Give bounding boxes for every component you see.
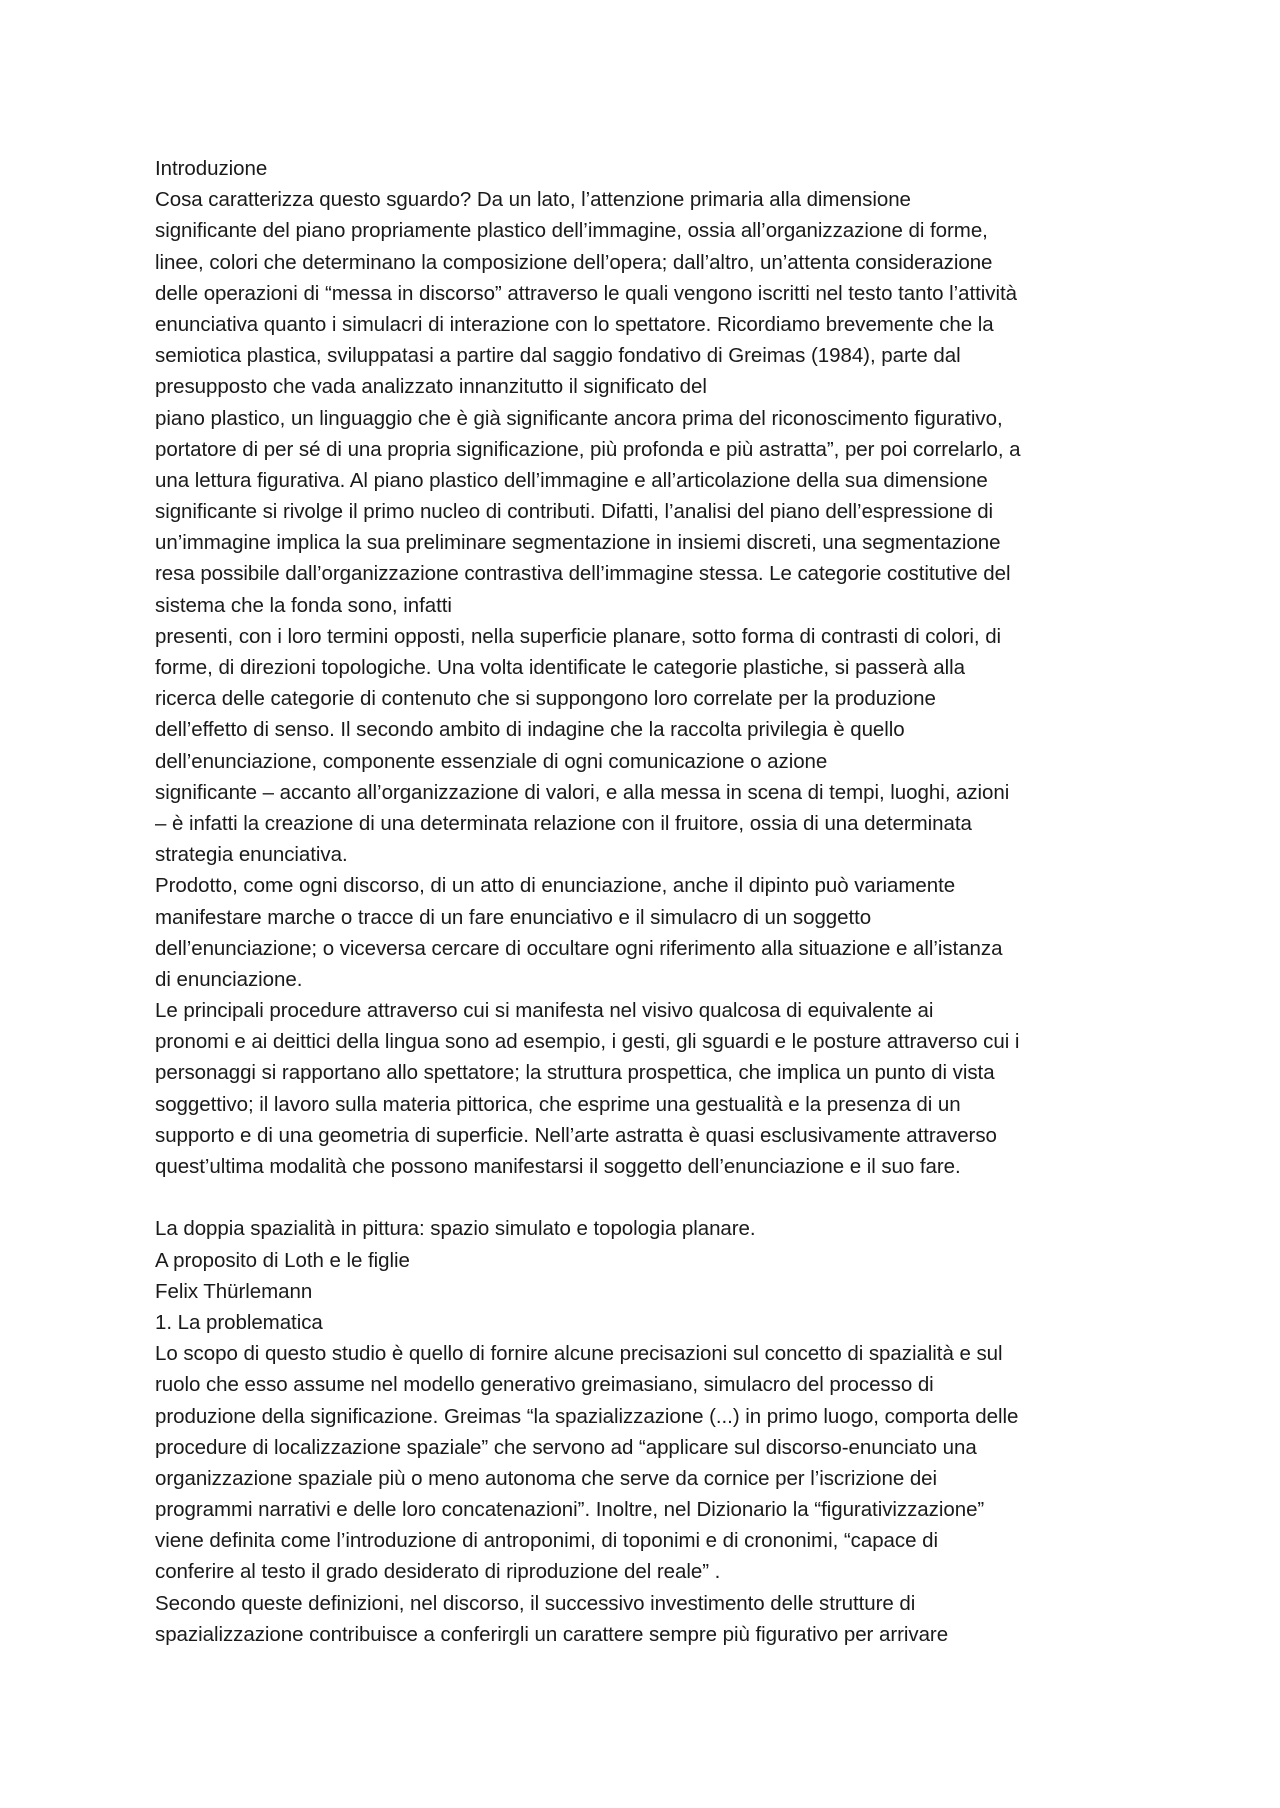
text-line: enunciativa quanto i simulacri di interazione con lo spettatore. Ricordiamo brevemente che la [155,312,994,336]
text-line: spazializzazione contribuisce a conferirgli un carattere sempre più figurativo per arrivare [155,1622,949,1646]
text-line: personaggi si rapportano allo spettatore; la struttura prospettica, che implica un punto di vista [155,1061,995,1085]
text-line: programmi narrativi e delle loro concatenazioni”. Inoltre, nel Dizionario la “figurativizzazione” [155,1498,985,1522]
text-line: di enunciazione. [155,967,303,991]
text-line: presenti, con i loro termini opposti, nella superficie planare, sotto forma di contrasti di colori, di [155,624,1002,648]
text-line: dell’enunciazione; o viceversa cercare di occultare ogni riferimento alla situazione e all’istanza [155,936,1003,960]
text-line: manifestare marche o tracce di un fare enunciativo e il simulacro di un soggetto [155,905,872,929]
text-line: Introduzione [155,157,268,180]
text-line: 1. La problematica [155,1310,323,1334]
text-line: supporto e di una geometria di superficie. Nell’arte astratta è quasi esclusivamente attraverso [155,1123,997,1147]
text-line: procedure di localizzazione spaziale” che servono ad “applicare sul discorso-enunciato una [155,1435,977,1459]
text-line: Prodotto, come ogni discorso, di un atto di enunciazione, anche il dipinto può variamente [155,874,956,898]
text-line: Le principali procedure attraverso cui si manifesta nel visivo qualcosa di equivalente ai [155,999,934,1023]
text-line: quest’ultima modalità che possono manifestarsi il soggetto dell’enunciazione e il suo fare. [155,1155,961,1178]
text-line: presupposto che vada analizzato innanzitutto il significato del [155,375,707,399]
text-line: viene definita come l’introduzione di antroponimi, di toponimi e di crononimi, “capace di [155,1529,938,1553]
text-line: ricerca delle categorie di contenuto che si suppongono loro correlate per la produzione [155,687,936,711]
text-line: portatore di per sé di una propria significazione, più profonda e più astratta”, per poi correlarlo, a [155,437,1021,461]
text-line: significante del piano propriamente plastico dell’immagine, ossia all’organizzazione di forme, [155,219,988,243]
text-line: Secondo queste definizioni, nel discorso, il successivo investimento delle strutture di [155,1591,916,1615]
text-line: pronomi e ai deittici della lingua sono ad esempio, i gesti, gli sguardi e le posture attraverso cui i [155,1030,1020,1054]
text-line: piano plastico, un linguaggio che è già significante ancora prima del riconoscimento figurativo, [155,406,1003,430]
document-body [155,153,1165,1650]
text-line: ruolo che esso assume nel modello generativo greimasiano, simulacro del processo di [155,1373,934,1397]
text-line: un’immagine implica la sua preliminare segmentazione in insiemi discreti, una segmentazione [155,531,1001,555]
article-section [155,1213,1165,1650]
text-line: dell’enunciazione, componente essenziale di ogni comunicazione o azione [155,749,828,773]
text-line: soggettivo; il lavoro sulla materia pittorica, che esprime una gestualità e la presenza di un [155,1092,961,1116]
text-line: sistema che la fonda sono, infatti [155,593,452,617]
text-line: dell’effetto di senso. Il secondo ambito di indagine che la raccolta privilegia è quello [155,718,905,742]
text-line: delle operazioni di “messa in discorso” attraverso le quali vengono iscritti nel testo tanto l’attività [155,281,1017,305]
text-line: strategia enunciativa. [155,843,348,867]
text-line: significante si rivolge il primo nucleo di contributi. Difatti, l’analisi del piano dell’espressione di [155,500,994,524]
text-line: produzione della significazione. Greimas “la spazializzazione (...) in primo luogo, comporta delle [155,1404,1019,1428]
text-line: A proposito di Loth e le figlie [155,1248,410,1272]
text-line: Lo scopo di questo studio è quello di fornire alcune precisazioni sul concetto di spazialità e sul [155,1342,1003,1366]
text-line: organizzazione spaziale più o meno autonoma che serve da cornice per l’iscrizione dei [155,1466,938,1490]
text-line: linee, colori che determinano la composizione dell’opera; dall’altro, un’attenta considerazione [155,250,993,274]
text-line: La doppia spazialità in pittura: spazio simulato e topologia planare. [155,1217,756,1241]
text-line: conferire al testo il grado desiderato di riproduzione del reale” . [155,1560,721,1584]
text-line: significante – accanto all’organizzazione di valori, e alla messa in scena di tempi, luoghi, azioni [155,780,1010,804]
text-line: – è infatti la creazione di una determinata relazione con il fruitore, ossia di una determinata [155,811,972,835]
text-line: semiotica plastica, sviluppatasi a partire dal saggio fondativo di Greimas (1984), parte dal [155,344,961,368]
blank-line [155,1182,1165,1213]
text-line: Cosa caratterizza questo sguardo? Da un lato, l’attenzione primaria alla dimensione [155,188,911,212]
introduction-section [155,153,1165,1182]
text-line: resa possibile dall’organizzazione contrastiva dell’immagine stessa. Le categorie costitutive del [155,562,1011,586]
text-line: Felix Thürlemann [155,1279,313,1303]
text-line: forme, di direzioni topologiche. Una volta identificate le categorie plastiche, si passerà alla [155,656,966,679]
text-line: una lettura figurativa. Al piano plastico dell’immagine e all’articolazione della sua dimensione [155,468,988,492]
